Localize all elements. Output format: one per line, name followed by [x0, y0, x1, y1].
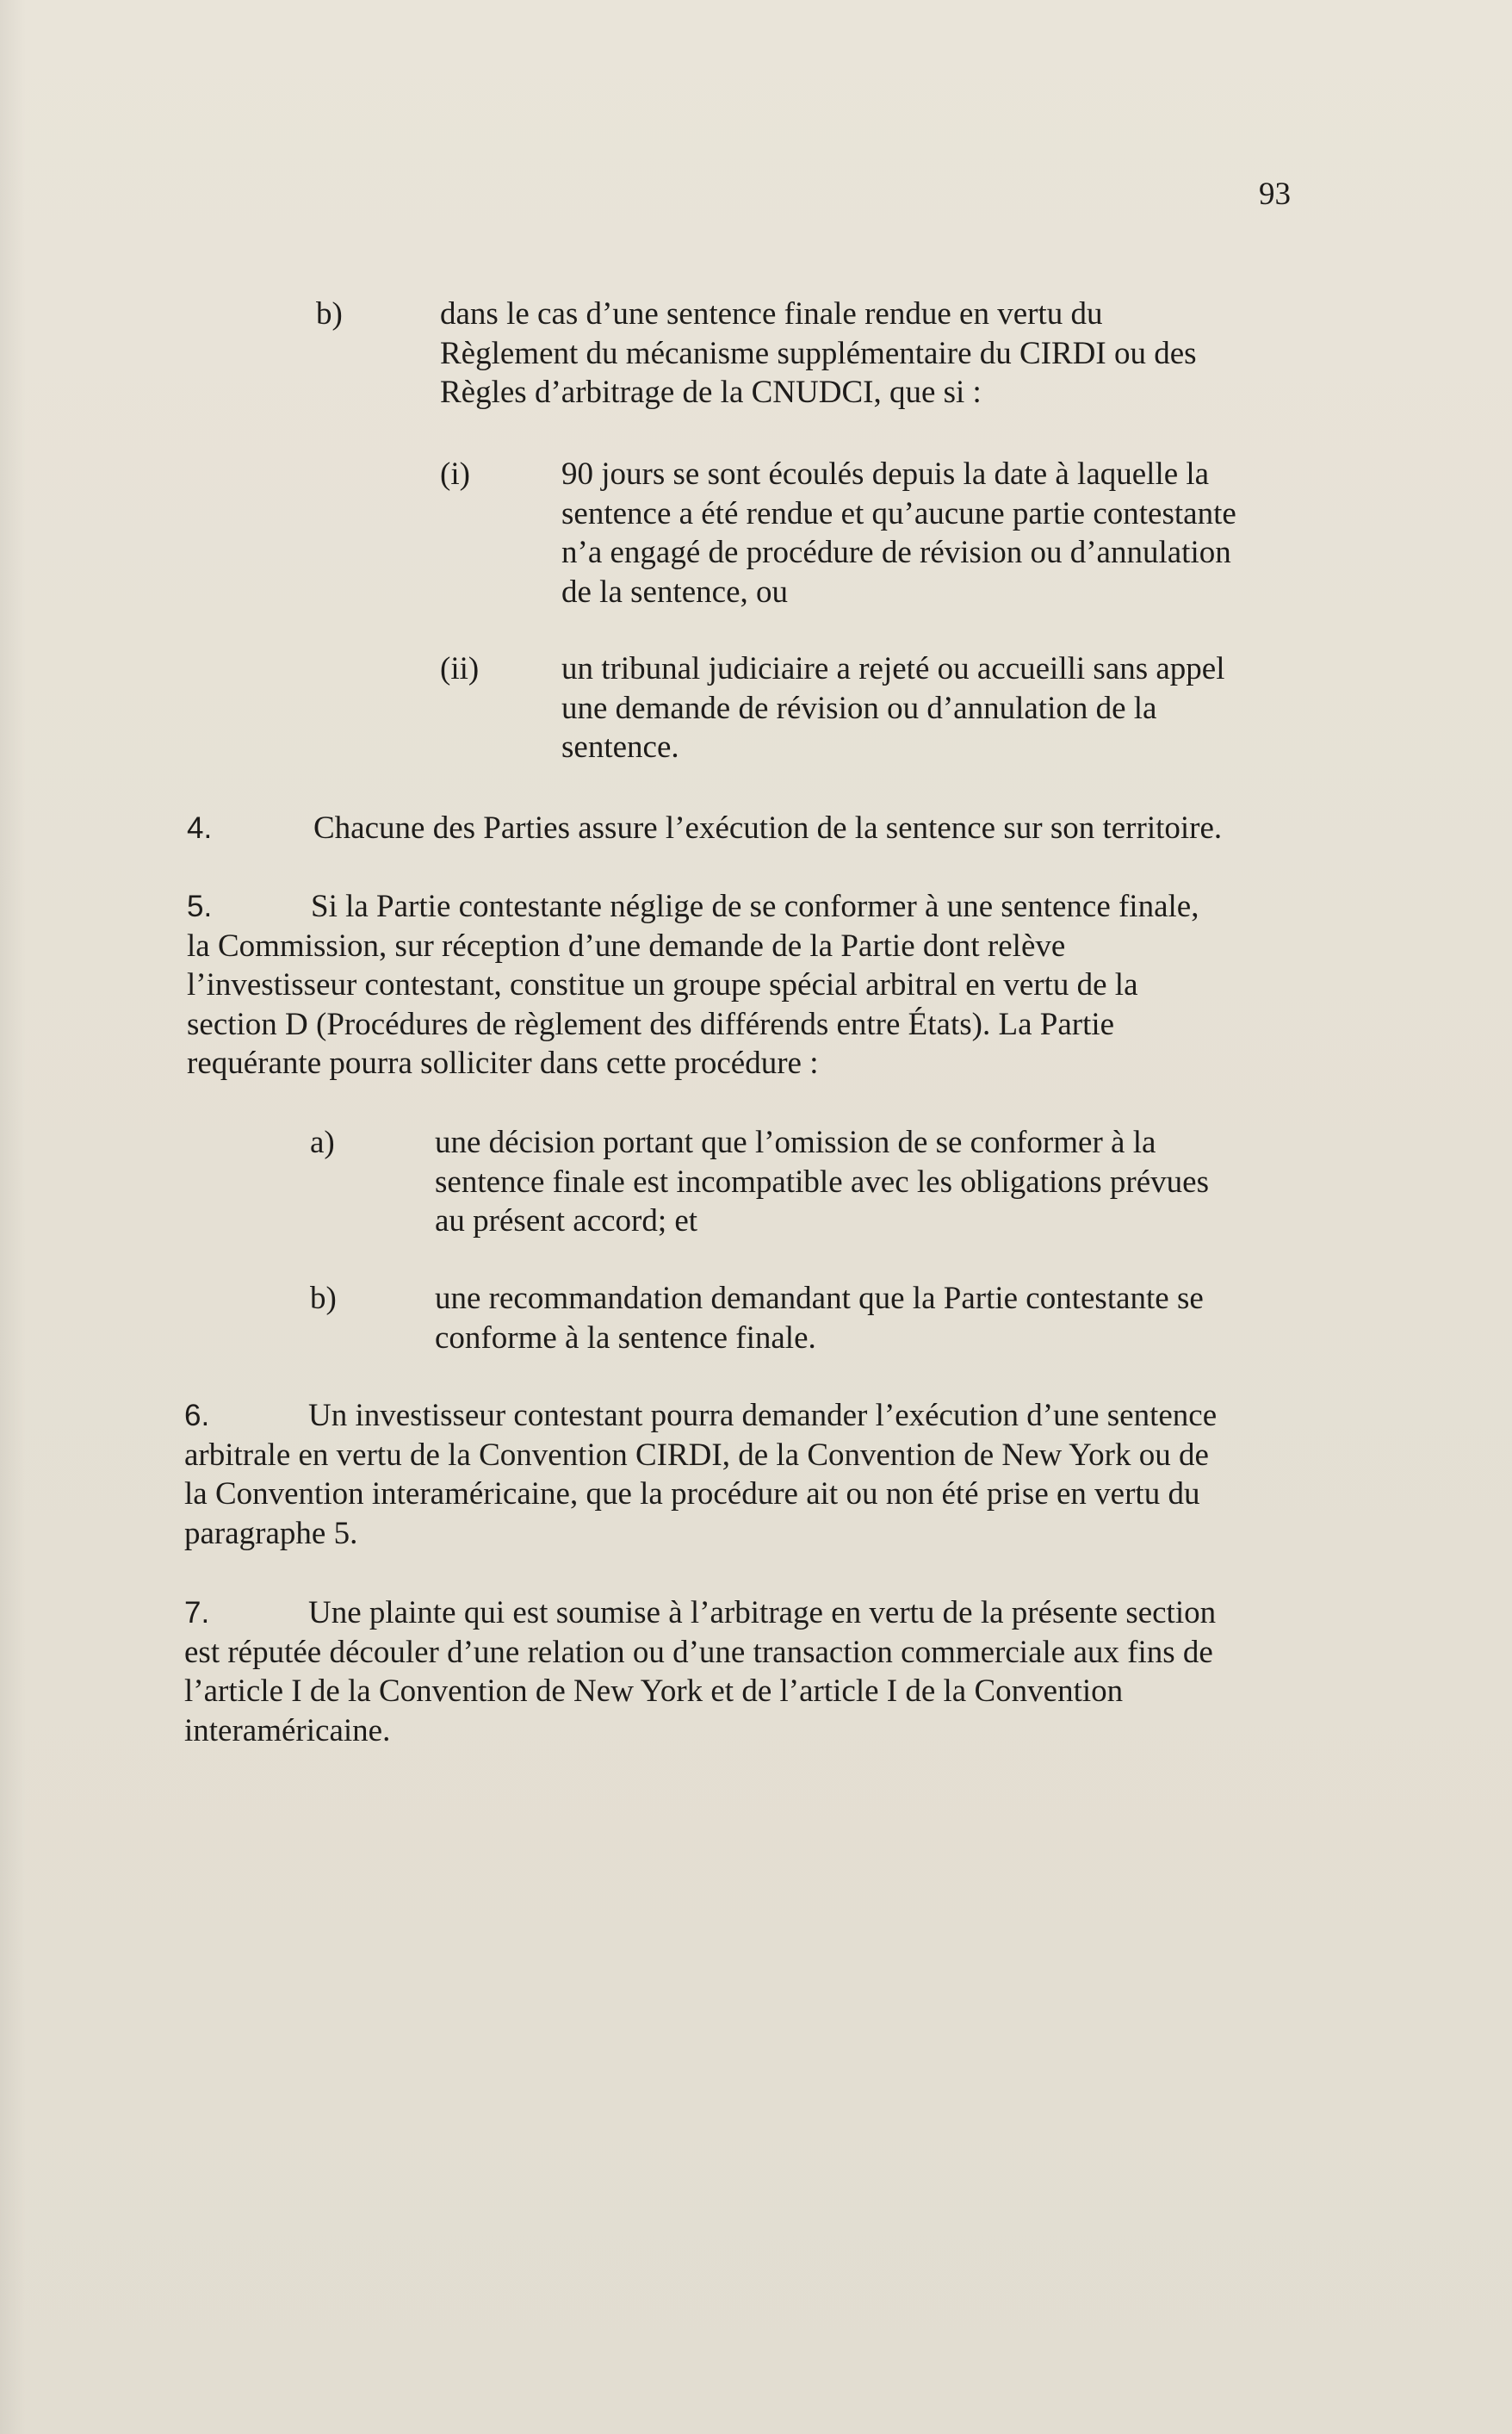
para-5-number: 5. [187, 890, 213, 923]
text-line: la Commission, sur réception d’une demande de la Partie dont relève [187, 928, 1066, 964]
page-number: 93 [1259, 177, 1291, 212]
text-line: dans le cas d’une sentence finale rendue en vertu du [440, 296, 1103, 332]
para-6-text [184, 1436, 1209, 1554]
text-line: l’investisseur contestant, constitue un groupe spécial arbitral en vertu de la [187, 967, 1138, 1003]
text-line: conforme à la sentence finale. [435, 1319, 816, 1356]
sub-i-label: (i) [440, 456, 470, 492]
text-line: Si la Partie contestante néglige de se conformer à une sentence finale, [311, 889, 1199, 924]
text-line: arbitrale en vertu de la Convention CIRDI, de la Convention de New York ou de [184, 1437, 1209, 1473]
text-line: paragraphe 5. [184, 1515, 358, 1551]
text-line: n’a engagé de procédure de révision ou d’annulation [561, 535, 1231, 570]
text-line: au présent accord; et [435, 1203, 698, 1239]
para-4-number: 4. [187, 811, 213, 845]
para-5-item-b-text [435, 1279, 1204, 1357]
text-line: est réputée découler d’une relation ou d’une transaction commerciale aux fins de [184, 1634, 1213, 1670]
para-6-number: 6. [184, 1399, 210, 1432]
text-line: Règlement du mécanisme supplémentaire du CIRDI ou des [440, 335, 1197, 371]
para-5-first-line [311, 887, 1199, 927]
text-line: une recommandation demandant que la Partie contestante se [435, 1281, 1204, 1316]
text-line: interaméricaine. [184, 1712, 391, 1748]
text-line: un tribunal judiciaire a rejeté ou accueilli sans appel [561, 651, 1225, 686]
text-line: section D (Procédures de règlement des différends entre États). La Partie [187, 1006, 1115, 1042]
para-5-text [187, 927, 1138, 1084]
text-line: une décision portant que l’omission de se conformer à la [435, 1125, 1156, 1160]
para-5-item-b-label: b) [310, 1281, 337, 1316]
text-line: l’article I de la Convention de New York et de l’article I de la Convention [184, 1673, 1124, 1709]
para-7-first-line [308, 1593, 1216, 1633]
text-line: Règles d’arbitrage de la CNUDCI, que si : [440, 375, 982, 410]
item-b-text [440, 295, 1197, 413]
text-line: 90 jours se sont écoulés depuis la date à laquelle la [561, 456, 1210, 492]
text-line: sentence a été rendue et qu’aucune partie contestante [561, 495, 1236, 531]
para-6-first-line [308, 1396, 1217, 1436]
para-4-text [313, 809, 1222, 848]
text-line: une demande de révision ou d’annulation de la [561, 690, 1157, 726]
para-7-text [184, 1633, 1213, 1751]
para-5-item-a-label: a) [310, 1125, 335, 1160]
sub-i-text [561, 455, 1236, 612]
text-line: Une plainte qui est soumise à l’arbitrage en vertu de la présente section [308, 1595, 1217, 1630]
text-line: de la sentence, ou [561, 574, 788, 610]
text-line: la Convention interaméricaine, que la procédure ait ou non été prise en vertu du [184, 1476, 1200, 1512]
text-line: requérante pourra solliciter dans cette procédure : [187, 1046, 819, 1081]
item-b-label: b) [316, 296, 343, 332]
text-line: sentence. [561, 730, 679, 765]
text-line: Chacune des Parties assure l’exécution de la sentence sur son territoire. [313, 810, 1223, 846]
sub-ii-text [561, 649, 1225, 767]
text-line: sentence finale est incompatible avec les obligations prévues [435, 1164, 1209, 1200]
para-5-item-a-text [435, 1123, 1209, 1241]
text-line: Un investisseur contestant pourra demander l’exécution d’une sentence [308, 1398, 1218, 1433]
sub-ii-label: (ii) [440, 651, 480, 686]
para-7-number: 7. [184, 1596, 210, 1630]
